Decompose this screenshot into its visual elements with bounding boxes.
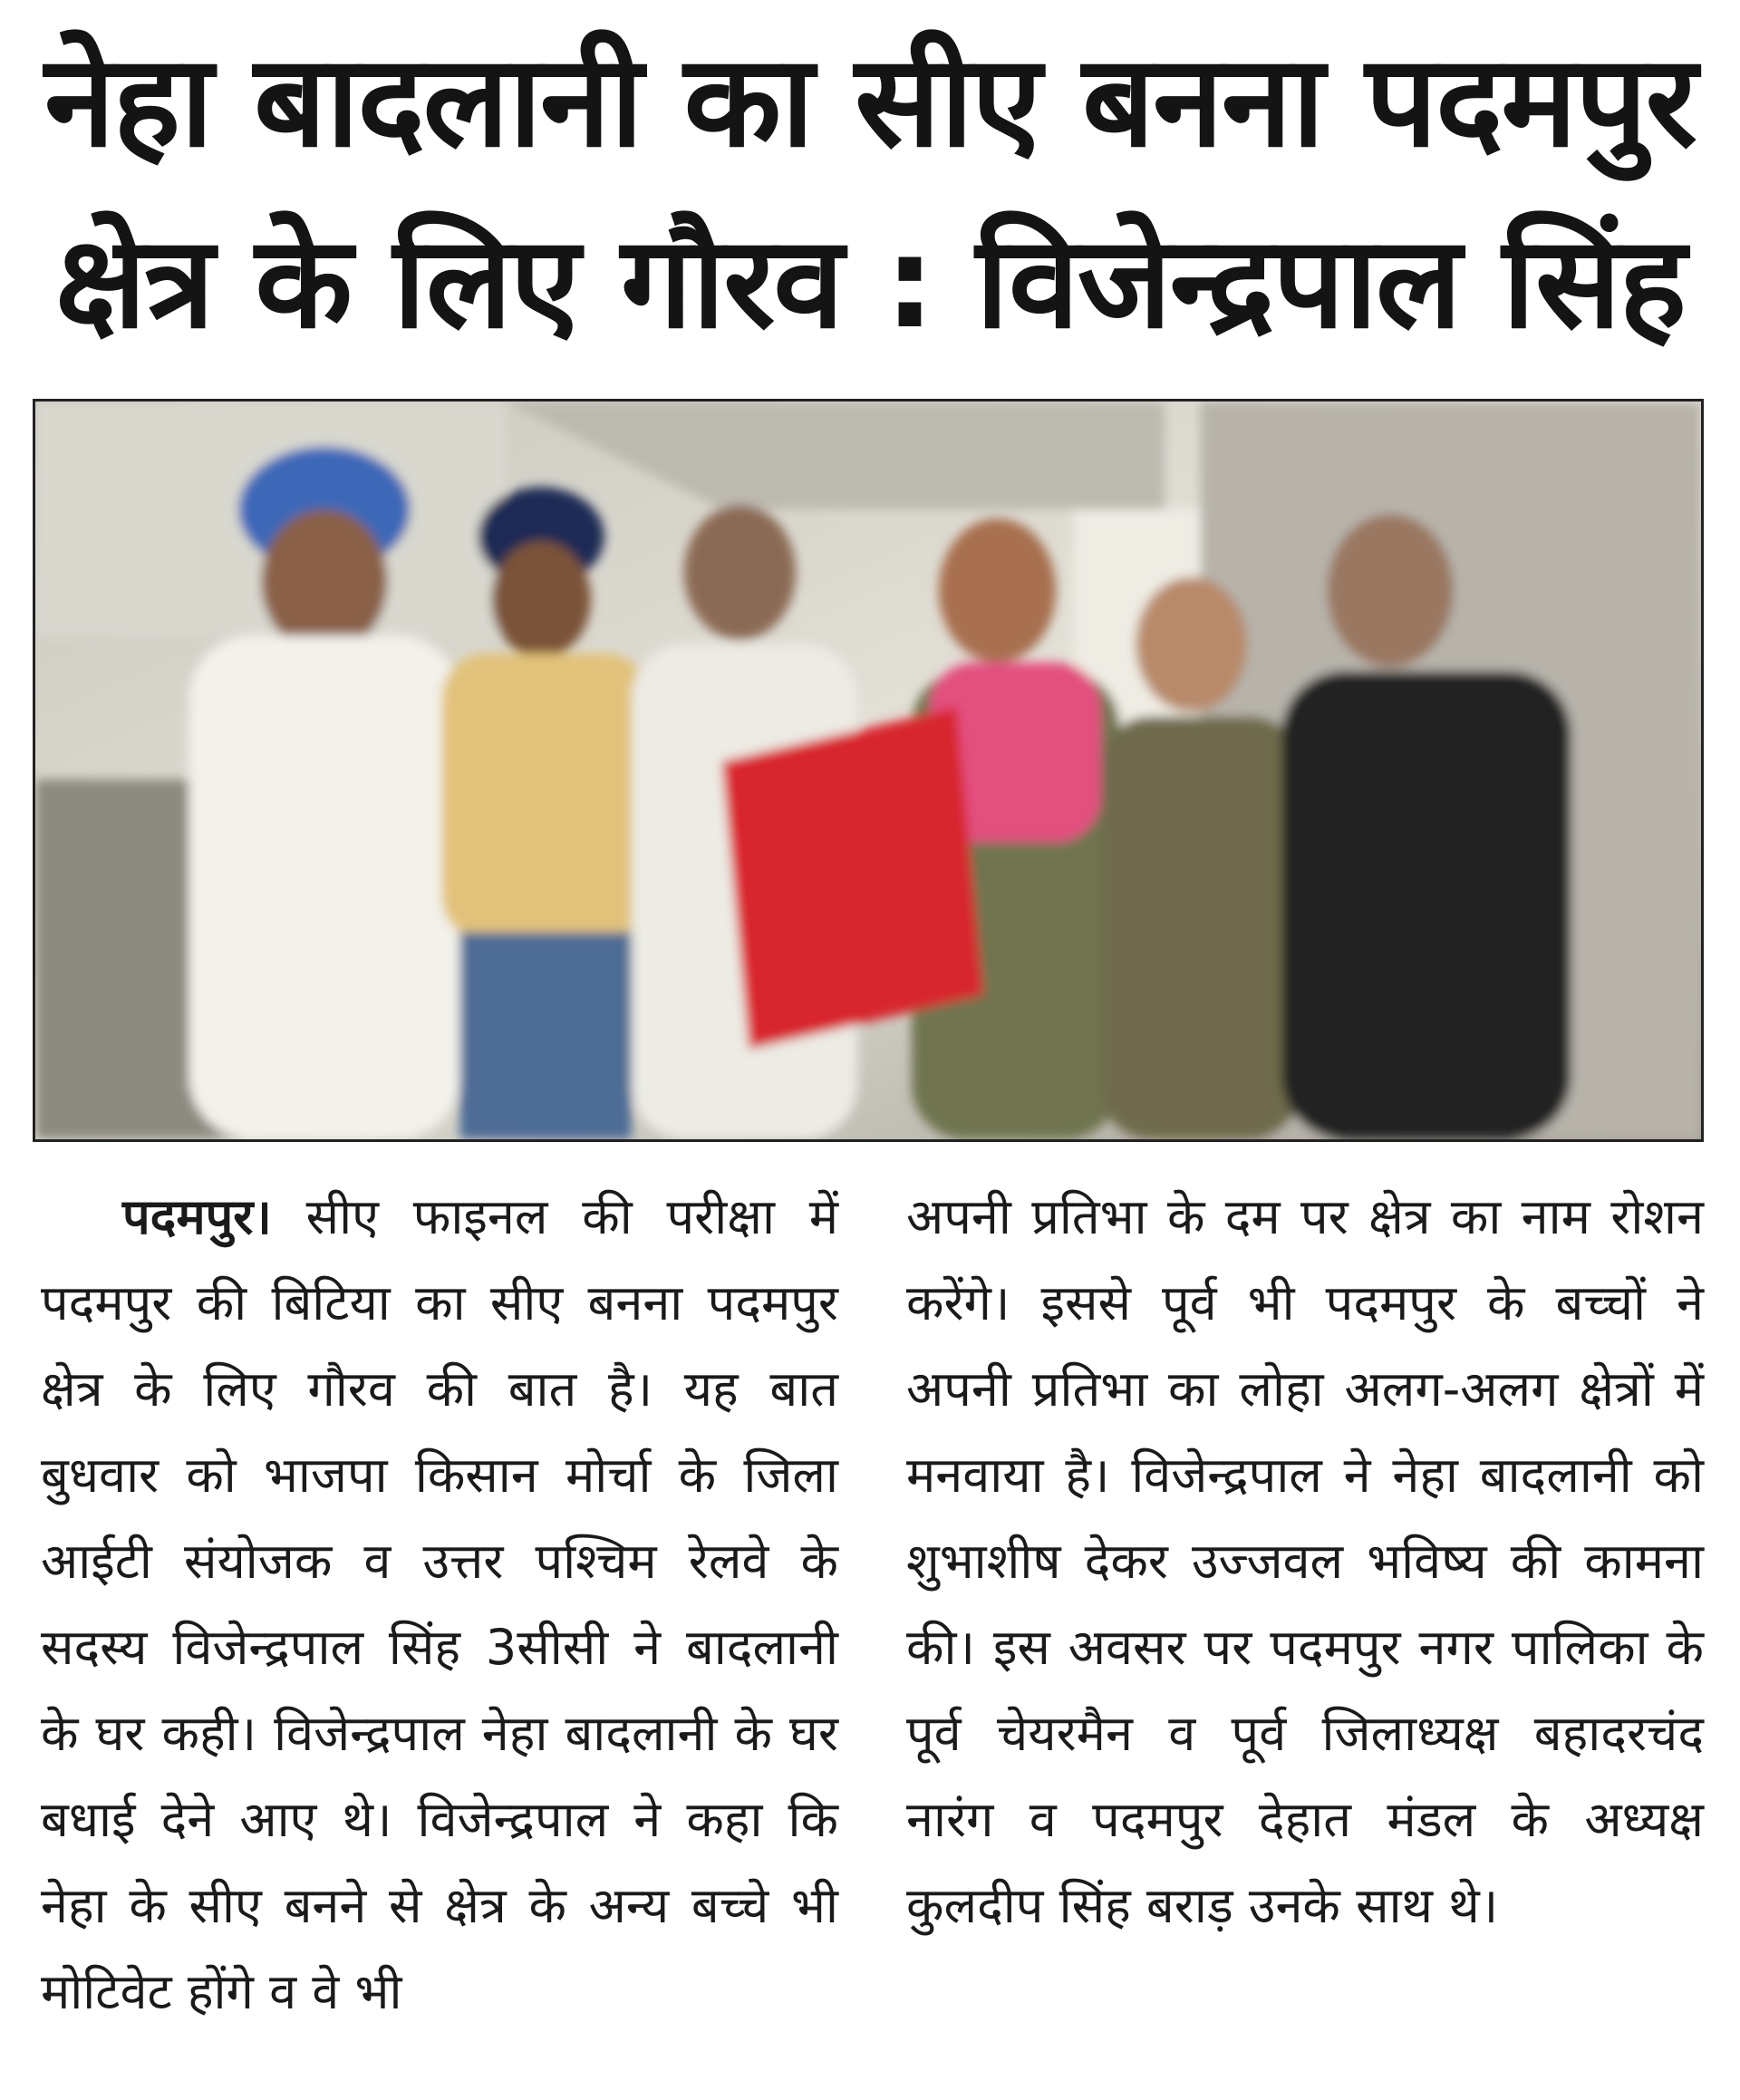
group-photo-icon [35,402,1701,1139]
dateline: पदमपुर। [122,1188,272,1245]
article-body-left: सीए फाइनल की परीक्षा में पदमपुर की बिटिया का सीए बनना पदमपुर क्षेत्र के लिए गौरव की बात है। यह बात बुधवार को भाजपा किसान मोर्चा के जिला आईटी संयोजक व उत्तर पश्चिम रेलवे के सदस्य विजेन्द्रपाल सिंह 3सीसी ने बादलानी के घर कही। विजेन्द्रपाल नेहा बादलानी के घर बधाई देने आए थे। विजेन्द्रपाल ने कहा कि नेहा के सीए बनने से क्षेत्र के अन्य बच्चे भी मोटिवेट होंगे व वे भी [41,1188,838,2020]
headline-line-2: क्षेत्र के लिए गौरव : विजेन्द्रपाल सिंह [55,209,1685,357]
article-column-right [906,1174,1704,1949]
news-photo [33,399,1704,1142]
headline-line-1: नेहा बादलानी का सीए बनना पदमपुर [44,28,1696,176]
article-column-left [41,1174,838,2035]
article-body-right: अपनी प्रतिभा के दम पर क्षेत्र का नाम रोशन करेंगे। इससे पूर्व भी पदमपुर के बच्चों ने अपनी प्रतिभा का लोहा अलग-अलग क्षेत्रों में मनवाया है। विजेन्द्रपाल ने नेहा बादलानी को शुभाशीष देकर उज्जवल भविष्य की कामना की। इस अवसर पर पदमपुर नगर पालिका के पूर्व चेयरमैन व पूर्व जिलाध्यक्ष बहादरचंद नारंग व पदमपुर देहात मंडल के अध्यक्ष कुलदीप सिंह बराड़ उनके साथ थे। [906,1188,1704,1934]
